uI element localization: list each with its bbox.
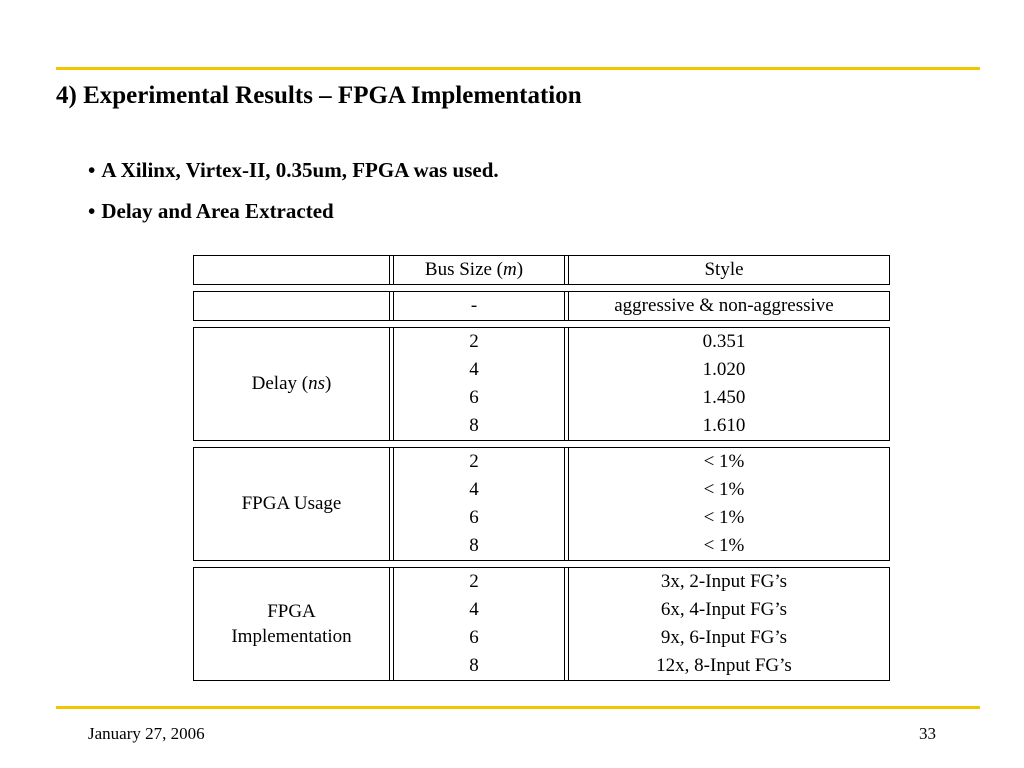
header-empty-cell [194,256,389,284]
bus-size-value: 4 [469,599,479,620]
footer-date: January 27, 2006 [88,724,205,743]
table-style-row [193,291,890,321]
bus-size-value: 8 [469,535,479,556]
style-value-column [559,448,889,560]
bus-size-value: 2 [469,451,479,472]
bus-size-value: 8 [469,415,479,436]
bus-size-column [389,328,559,440]
style-value-column [559,328,889,440]
bus-size-column [389,448,559,560]
style-row-style: aggressive & non-aggressive [614,295,834,316]
bus-size-value: 2 [469,331,479,352]
delay-value: 0.351 [702,331,746,352]
delay-value: 1.610 [702,415,746,436]
table-group-delay [193,327,890,441]
results-table [193,255,890,687]
style-value-column [559,568,889,680]
bus-size-value: 4 [469,479,479,500]
delay-value: 1.450 [702,387,746,408]
implementation-value: 12x, 8-Input FG’s [656,655,792,676]
bus-size-column [389,568,559,680]
bullet-symbol: • [88,199,96,223]
usage-value: < 1% [703,451,745,472]
page-number: 33 [919,724,936,743]
group-label-fpga-implementation: FPGA Implementation [231,601,352,647]
bottom-rule [56,706,980,709]
top-rule [56,67,980,70]
usage-value: < 1% [703,507,745,528]
bus-size-value: 2 [469,571,479,592]
bullet-symbol: • [88,158,96,182]
table-header-row [193,255,890,285]
header-bus-size: Bus Size (m) [424,259,524,280]
usage-value: < 1% [703,535,745,556]
bus-size-value: 4 [469,359,479,380]
bus-size-value: 6 [469,387,479,408]
implementation-value: 9x, 6-Input FG’s [660,627,788,648]
bus-size-value: 6 [469,627,479,648]
group-label-fpga-usage: FPGA Usage [241,493,342,514]
delay-value: 1.020 [702,359,746,380]
group-label-delay: Delay (ns) [251,373,332,394]
implementation-value: 3x, 2-Input FG’s [660,571,788,592]
slide-title: 4) Experimental Results – FPGA Implementation [56,82,582,109]
bullet-text: Delay and Area Extracted [101,199,334,223]
bullet-list [88,158,499,240]
style-row-empty-cell [194,292,389,320]
bullet-item [88,199,499,240]
style-row-bus-size: - [470,295,478,316]
bullet-text: A Xilinx, Virtex-II, 0.35um, FPGA was used. [101,158,499,182]
table-group-fpga-usage [193,447,890,561]
usage-value: < 1% [703,479,745,500]
bus-size-value: 6 [469,507,479,528]
table-group-fpga-implementation [193,567,890,681]
bus-size-value: 8 [469,655,479,676]
bullet-item [88,158,499,199]
header-style: Style [704,259,744,280]
implementation-value: 6x, 4-Input FG’s [660,599,788,620]
